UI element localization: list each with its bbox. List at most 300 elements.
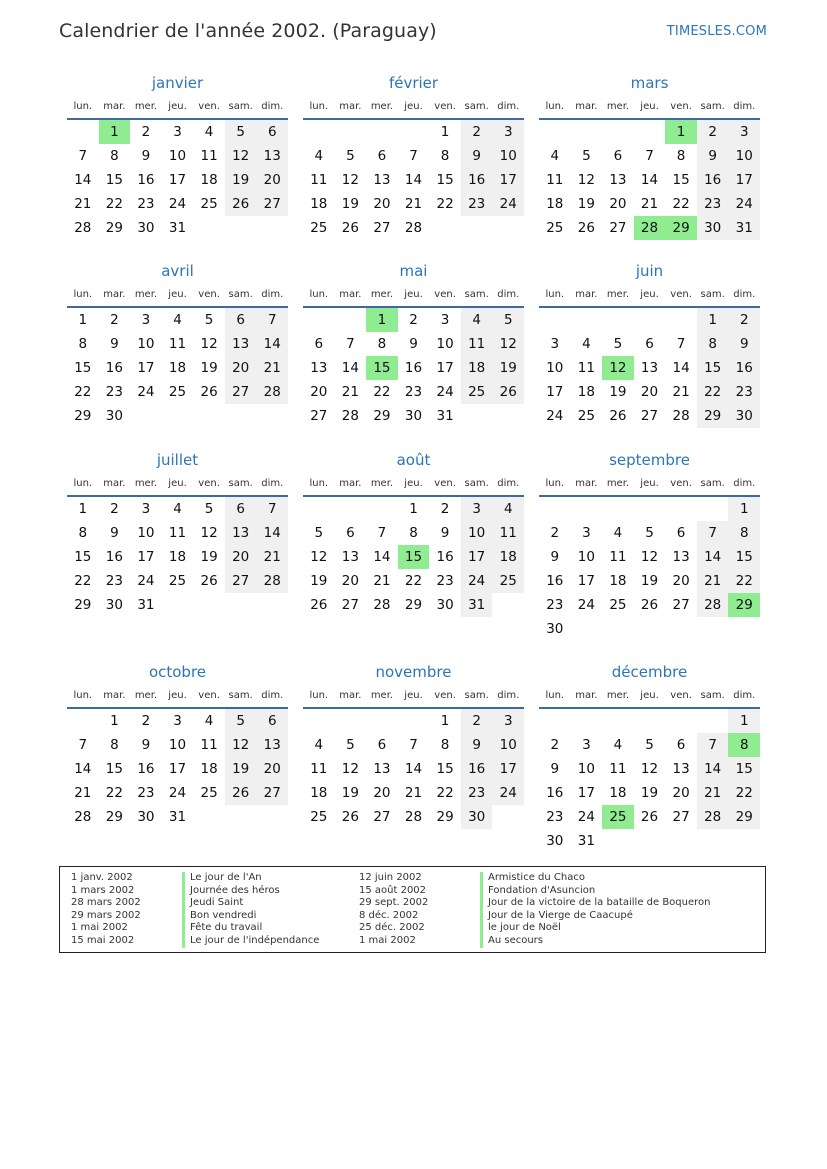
day-cell[interactable]: 16 bbox=[105, 549, 123, 565]
day-cell[interactable]: 7 bbox=[697, 521, 729, 545]
day-cell[interactable]: 6 bbox=[676, 525, 686, 541]
day-cell[interactable]: 27 bbox=[373, 809, 391, 825]
day-cell[interactable]: 4 bbox=[582, 336, 591, 352]
day-cell[interactable]: 24 bbox=[492, 192, 524, 216]
day-cell[interactable]: 27 bbox=[672, 809, 690, 825]
day-cell[interactable]: 11 bbox=[577, 360, 595, 376]
day-cell[interactable]: 3 bbox=[440, 312, 450, 328]
day-cell[interactable]: 22 bbox=[728, 781, 760, 805]
day-cell[interactable]: 9 bbox=[110, 336, 119, 352]
day-cell[interactable]: 12 bbox=[225, 733, 257, 757]
day-cell[interactable]: 4 bbox=[173, 501, 182, 517]
day-cell[interactable]: 12 bbox=[200, 525, 218, 541]
day-cell[interactable]: 14 bbox=[341, 360, 359, 376]
day-cell[interactable]: 25 bbox=[310, 220, 328, 236]
day-cell[interactable]: 19 bbox=[577, 196, 595, 212]
day-cell[interactable]: 9 bbox=[141, 148, 151, 164]
day-cell[interactable]: 16 bbox=[105, 360, 123, 376]
day-cell[interactable]: 1 bbox=[110, 713, 119, 729]
day-cell[interactable]: 2 bbox=[141, 124, 151, 140]
day-cell[interactable]: 6 bbox=[225, 497, 257, 521]
day-cell[interactable]: 24 bbox=[577, 597, 595, 613]
day-cell[interactable]: 27 bbox=[640, 408, 659, 424]
day-cell[interactable]: 28 bbox=[74, 220, 92, 236]
day-cell[interactable]: 15 bbox=[74, 549, 92, 565]
holiday-day-cell[interactable]: 8 bbox=[728, 733, 760, 757]
day-cell[interactable]: 28 bbox=[697, 805, 729, 829]
day-cell[interactable]: 13 bbox=[373, 761, 391, 777]
day-cell[interactable]: 31 bbox=[728, 216, 760, 240]
day-cell[interactable]: 9 bbox=[697, 144, 729, 168]
day-cell[interactable]: 4 bbox=[461, 308, 493, 332]
day-cell[interactable]: 5 bbox=[204, 501, 214, 517]
day-cell[interactable]: 17 bbox=[546, 384, 564, 400]
day-cell[interactable]: 1 bbox=[440, 713, 450, 729]
day-cell[interactable]: 14 bbox=[373, 549, 391, 565]
day-cell[interactable]: 10 bbox=[436, 336, 454, 352]
day-cell[interactable]: 16 bbox=[436, 549, 454, 565]
holiday-day-cell[interactable]: 12 bbox=[602, 356, 634, 380]
day-cell[interactable]: 16 bbox=[546, 573, 564, 589]
day-cell[interactable]: 19 bbox=[225, 757, 257, 781]
day-cell[interactable]: 20 bbox=[256, 757, 288, 781]
day-cell[interactable]: 22 bbox=[404, 573, 423, 589]
day-cell[interactable]: 30 bbox=[105, 408, 123, 424]
day-cell[interactable]: 6 bbox=[676, 737, 686, 753]
day-cell[interactable]: 7 bbox=[697, 733, 729, 757]
day-cell[interactable]: 28 bbox=[74, 809, 92, 825]
day-cell[interactable]: 9 bbox=[461, 733, 493, 757]
day-cell[interactable]: 8 bbox=[728, 521, 760, 545]
day-cell[interactable]: 17 bbox=[728, 168, 760, 192]
day-cell[interactable]: 18 bbox=[609, 785, 627, 801]
day-cell[interactable]: 1 bbox=[78, 312, 88, 328]
day-cell[interactable]: 26 bbox=[341, 809, 359, 825]
day-cell[interactable]: 5 bbox=[314, 525, 324, 541]
day-cell[interactable]: 20 bbox=[225, 356, 257, 380]
day-cell[interactable]: 21 bbox=[697, 569, 729, 593]
day-cell[interactable]: 5 bbox=[225, 709, 257, 733]
day-cell[interactable]: 29 bbox=[404, 597, 423, 613]
day-cell[interactable]: 3 bbox=[173, 713, 182, 729]
day-cell[interactable]: 29 bbox=[697, 404, 729, 428]
day-cell[interactable]: 26 bbox=[200, 384, 218, 400]
day-cell[interactable]: 7 bbox=[377, 525, 387, 541]
day-cell[interactable]: 20 bbox=[373, 785, 391, 801]
day-cell[interactable]: 9 bbox=[440, 525, 450, 541]
day-cell[interactable]: 8 bbox=[110, 148, 119, 164]
day-cell[interactable]: 8 bbox=[78, 336, 88, 352]
day-cell[interactable]: 17 bbox=[492, 757, 524, 781]
day-cell[interactable]: 30 bbox=[546, 833, 564, 849]
day-cell[interactable]: 5 bbox=[346, 737, 355, 753]
day-cell[interactable]: 19 bbox=[341, 785, 359, 801]
day-cell[interactable]: 21 bbox=[640, 196, 659, 212]
day-cell[interactable]: 4 bbox=[204, 124, 214, 140]
day-cell[interactable]: 13 bbox=[341, 549, 359, 565]
day-cell[interactable]: 4 bbox=[613, 525, 623, 541]
day-cell[interactable]: 26 bbox=[200, 573, 218, 589]
day-cell[interactable]: 17 bbox=[436, 360, 454, 376]
day-cell[interactable]: 27 bbox=[256, 192, 288, 216]
day-cell[interactable]: 25 bbox=[577, 408, 595, 424]
day-cell[interactable]: 2 bbox=[461, 120, 493, 144]
day-cell[interactable]: 19 bbox=[225, 168, 257, 192]
day-cell[interactable]: 22 bbox=[728, 569, 760, 593]
day-cell[interactable]: 20 bbox=[310, 384, 328, 400]
day-cell[interactable]: 6 bbox=[346, 525, 355, 541]
day-cell[interactable]: 22 bbox=[436, 785, 454, 801]
day-cell[interactable]: 28 bbox=[256, 380, 288, 404]
day-cell[interactable]: 16 bbox=[697, 168, 729, 192]
day-cell[interactable]: 30 bbox=[697, 216, 729, 240]
day-cell[interactable]: 4 bbox=[613, 737, 623, 753]
day-cell[interactable]: 11 bbox=[200, 737, 218, 753]
day-cell[interactable]: 3 bbox=[728, 120, 760, 144]
day-cell[interactable]: 23 bbox=[461, 192, 493, 216]
day-cell[interactable]: 3 bbox=[141, 312, 151, 328]
day-cell[interactable]: 21 bbox=[256, 545, 288, 569]
day-cell[interactable]: 5 bbox=[346, 148, 355, 164]
day-cell[interactable]: 17 bbox=[168, 761, 187, 777]
day-cell[interactable]: 10 bbox=[546, 360, 564, 376]
day-cell[interactable]: 30 bbox=[105, 597, 123, 613]
day-cell[interactable]: 19 bbox=[492, 356, 524, 380]
day-cell[interactable]: 24 bbox=[461, 569, 493, 593]
day-cell[interactable]: 6 bbox=[377, 737, 387, 753]
day-cell[interactable]: 13 bbox=[225, 332, 257, 356]
day-cell[interactable]: 7 bbox=[676, 336, 686, 352]
day-cell[interactable]: 15 bbox=[436, 761, 454, 777]
day-cell[interactable]: 21 bbox=[672, 384, 690, 400]
day-cell[interactable]: 19 bbox=[640, 573, 659, 589]
day-cell[interactable]: 14 bbox=[672, 360, 690, 376]
day-cell[interactable]: 30 bbox=[546, 621, 564, 637]
day-cell[interactable]: 4 bbox=[314, 737, 324, 753]
day-cell[interactable]: 16 bbox=[137, 761, 155, 777]
day-cell[interactable]: 6 bbox=[645, 336, 654, 352]
day-cell[interactable]: 15 bbox=[728, 545, 760, 569]
day-cell[interactable]: 8 bbox=[676, 148, 686, 164]
day-cell[interactable]: 1 bbox=[409, 501, 418, 517]
day-cell[interactable]: 7 bbox=[256, 497, 288, 521]
day-cell[interactable]: 24 bbox=[436, 384, 454, 400]
day-cell[interactable]: 11 bbox=[310, 761, 328, 777]
day-cell[interactable]: 3 bbox=[461, 497, 493, 521]
day-cell[interactable]: 18 bbox=[168, 549, 187, 565]
day-cell[interactable]: 7 bbox=[256, 308, 288, 332]
day-cell[interactable]: 29 bbox=[105, 220, 123, 236]
day-cell[interactable]: 7 bbox=[78, 737, 88, 753]
day-cell[interactable]: 16 bbox=[546, 785, 564, 801]
day-cell[interactable]: 31 bbox=[137, 597, 155, 613]
day-cell[interactable]: 16 bbox=[728, 356, 760, 380]
day-cell[interactable]: 16 bbox=[404, 360, 423, 376]
day-cell[interactable]: 5 bbox=[645, 737, 654, 753]
day-cell[interactable]: 11 bbox=[310, 172, 328, 188]
day-cell[interactable]: 1 bbox=[697, 308, 729, 332]
day-cell[interactable]: 8 bbox=[409, 525, 418, 541]
day-cell[interactable]: 13 bbox=[672, 761, 690, 777]
day-cell[interactable]: 29 bbox=[74, 408, 92, 424]
day-cell[interactable]: 9 bbox=[141, 737, 151, 753]
day-cell[interactable]: 9 bbox=[409, 336, 418, 352]
day-cell[interactable]: 20 bbox=[640, 384, 659, 400]
day-cell[interactable]: 7 bbox=[645, 148, 654, 164]
day-cell[interactable]: 29 bbox=[728, 805, 760, 829]
day-cell[interactable]: 27 bbox=[341, 597, 359, 613]
day-cell[interactable]: 8 bbox=[78, 525, 88, 541]
day-cell[interactable]: 30 bbox=[436, 597, 454, 613]
day-cell[interactable]: 6 bbox=[225, 308, 257, 332]
day-cell[interactable]: 22 bbox=[74, 573, 92, 589]
day-cell[interactable]: 15 bbox=[105, 172, 123, 188]
day-cell[interactable]: 29 bbox=[436, 809, 454, 825]
day-cell[interactable]: 18 bbox=[310, 196, 328, 212]
day-cell[interactable]: 20 bbox=[672, 573, 690, 589]
day-cell[interactable]: 12 bbox=[577, 172, 595, 188]
day-cell[interactable]: 12 bbox=[492, 332, 524, 356]
day-cell[interactable]: 8 bbox=[697, 332, 729, 356]
day-cell[interactable]: 30 bbox=[728, 404, 760, 428]
day-cell[interactable]: 24 bbox=[168, 785, 187, 801]
day-cell[interactable]: 26 bbox=[577, 220, 595, 236]
day-cell[interactable]: 4 bbox=[204, 713, 214, 729]
day-cell[interactable]: 1 bbox=[78, 501, 88, 517]
day-cell[interactable]: 5 bbox=[492, 308, 524, 332]
day-cell[interactable]: 29 bbox=[74, 597, 92, 613]
day-cell[interactable]: 15 bbox=[436, 172, 454, 188]
day-cell[interactable]: 18 bbox=[310, 785, 328, 801]
day-cell[interactable]: 21 bbox=[256, 356, 288, 380]
day-cell[interactable]: 27 bbox=[373, 220, 391, 236]
day-cell[interactable]: 5 bbox=[204, 312, 214, 328]
day-cell[interactable]: 30 bbox=[404, 408, 423, 424]
day-cell[interactable]: 26 bbox=[341, 220, 359, 236]
day-cell[interactable]: 30 bbox=[137, 220, 155, 236]
day-cell[interactable]: 10 bbox=[168, 737, 187, 753]
brand-link[interactable]: TIMESLES.COM bbox=[666, 24, 767, 39]
day-cell[interactable]: 20 bbox=[373, 196, 391, 212]
day-cell[interactable]: 26 bbox=[225, 192, 257, 216]
day-cell[interactable]: 20 bbox=[341, 573, 359, 589]
day-cell[interactable]: 13 bbox=[225, 521, 257, 545]
day-cell[interactable]: 31 bbox=[461, 593, 493, 617]
day-cell[interactable]: 11 bbox=[168, 336, 187, 352]
day-cell[interactable]: 24 bbox=[137, 573, 155, 589]
day-cell[interactable]: 7 bbox=[409, 737, 418, 753]
day-cell[interactable]: 18 bbox=[168, 360, 187, 376]
day-cell[interactable]: 13 bbox=[256, 733, 288, 757]
day-cell[interactable]: 21 bbox=[74, 196, 92, 212]
day-cell[interactable]: 1 bbox=[440, 124, 450, 140]
day-cell[interactable]: 5 bbox=[582, 148, 591, 164]
day-cell[interactable]: 12 bbox=[341, 761, 359, 777]
day-cell[interactable]: 2 bbox=[728, 308, 760, 332]
day-cell[interactable]: 4 bbox=[173, 312, 182, 328]
day-cell[interactable]: 22 bbox=[105, 785, 123, 801]
day-cell[interactable]: 18 bbox=[200, 172, 218, 188]
day-cell[interactable]: 3 bbox=[582, 525, 591, 541]
day-cell[interactable]: 28 bbox=[404, 809, 423, 825]
day-cell[interactable]: 13 bbox=[373, 172, 391, 188]
day-cell[interactable]: 26 bbox=[640, 597, 659, 613]
day-cell[interactable]: 24 bbox=[546, 408, 564, 424]
day-cell[interactable]: 10 bbox=[137, 336, 155, 352]
day-cell[interactable]: 10 bbox=[728, 144, 760, 168]
day-cell[interactable]: 24 bbox=[137, 384, 155, 400]
day-cell[interactable]: 22 bbox=[672, 196, 690, 212]
day-cell[interactable]: 24 bbox=[492, 781, 524, 805]
day-cell[interactable]: 23 bbox=[404, 384, 423, 400]
day-cell[interactable]: 22 bbox=[697, 380, 729, 404]
day-cell[interactable]: 28 bbox=[697, 593, 729, 617]
day-cell[interactable]: 21 bbox=[74, 785, 92, 801]
day-cell[interactable]: 4 bbox=[314, 148, 324, 164]
day-cell[interactable]: 9 bbox=[728, 332, 760, 356]
day-cell[interactable]: 9 bbox=[550, 549, 560, 565]
day-cell[interactable]: 22 bbox=[373, 384, 391, 400]
day-cell[interactable]: 11 bbox=[168, 525, 187, 541]
day-cell[interactable]: 14 bbox=[697, 757, 729, 781]
day-cell[interactable]: 9 bbox=[461, 144, 493, 168]
day-cell[interactable]: 1 bbox=[728, 709, 760, 733]
day-cell[interactable]: 14 bbox=[256, 521, 288, 545]
day-cell[interactable]: 5 bbox=[225, 120, 257, 144]
day-cell[interactable]: 8 bbox=[440, 148, 450, 164]
day-cell[interactable]: 10 bbox=[492, 733, 524, 757]
day-cell[interactable]: 6 bbox=[613, 148, 623, 164]
day-cell[interactable]: 3 bbox=[141, 501, 151, 517]
day-cell[interactable]: 12 bbox=[310, 549, 328, 565]
day-cell[interactable]: 10 bbox=[137, 525, 155, 541]
day-cell[interactable]: 16 bbox=[461, 757, 493, 781]
day-cell[interactable]: 29 bbox=[105, 809, 123, 825]
day-cell[interactable]: 23 bbox=[137, 196, 155, 212]
day-cell[interactable]: 13 bbox=[640, 360, 659, 376]
day-cell[interactable]: 3 bbox=[492, 709, 524, 733]
day-cell[interactable]: 24 bbox=[168, 196, 187, 212]
day-cell[interactable]: 20 bbox=[609, 196, 627, 212]
day-cell[interactable]: 21 bbox=[373, 573, 391, 589]
day-cell[interactable]: 16 bbox=[137, 172, 155, 188]
day-cell[interactable]: 27 bbox=[225, 380, 257, 404]
day-cell[interactable]: 21 bbox=[697, 781, 729, 805]
day-cell[interactable]: 14 bbox=[74, 761, 92, 777]
day-cell[interactable]: 25 bbox=[168, 573, 187, 589]
day-cell[interactable]: 23 bbox=[105, 384, 123, 400]
day-cell[interactable]: 28 bbox=[256, 569, 288, 593]
day-cell[interactable]: 23 bbox=[546, 597, 564, 613]
day-cell[interactable]: 10 bbox=[577, 549, 595, 565]
day-cell[interactable]: 4 bbox=[550, 148, 560, 164]
day-cell[interactable]: 7 bbox=[409, 148, 418, 164]
day-cell[interactable]: 14 bbox=[640, 172, 659, 188]
day-cell[interactable]: 8 bbox=[377, 336, 387, 352]
day-cell[interactable]: 8 bbox=[440, 737, 450, 753]
day-cell[interactable]: 26 bbox=[640, 809, 659, 825]
day-cell[interactable]: 14 bbox=[256, 332, 288, 356]
day-cell[interactable]: 14 bbox=[404, 761, 423, 777]
day-cell[interactable]: 28 bbox=[341, 408, 359, 424]
day-cell[interactable]: 3 bbox=[582, 737, 591, 753]
day-cell[interactable]: 23 bbox=[728, 380, 760, 404]
day-cell[interactable]: 31 bbox=[436, 408, 454, 424]
day-cell[interactable]: 2 bbox=[550, 737, 560, 753]
day-cell[interactable]: 24 bbox=[728, 192, 760, 216]
day-cell[interactable]: 23 bbox=[546, 809, 564, 825]
day-cell[interactable]: 17 bbox=[137, 360, 155, 376]
day-cell[interactable]: 27 bbox=[609, 220, 627, 236]
holiday-day-cell[interactable]: 15 bbox=[366, 356, 398, 380]
day-cell[interactable]: 6 bbox=[256, 709, 288, 733]
day-cell[interactable]: 15 bbox=[728, 757, 760, 781]
day-cell[interactable]: 14 bbox=[74, 172, 92, 188]
day-cell[interactable]: 31 bbox=[577, 833, 595, 849]
day-cell[interactable]: 11 bbox=[200, 148, 218, 164]
day-cell[interactable]: 23 bbox=[137, 785, 155, 801]
day-cell[interactable]: 12 bbox=[640, 549, 659, 565]
day-cell[interactable]: 5 bbox=[613, 336, 623, 352]
day-cell[interactable]: 3 bbox=[492, 120, 524, 144]
day-cell[interactable]: 15 bbox=[697, 356, 729, 380]
day-cell[interactable]: 9 bbox=[550, 761, 560, 777]
day-cell[interactable]: 10 bbox=[168, 148, 187, 164]
day-cell[interactable]: 22 bbox=[105, 196, 123, 212]
day-cell[interactable]: 28 bbox=[373, 597, 391, 613]
day-cell[interactable]: 27 bbox=[310, 408, 328, 424]
day-cell[interactable]: 25 bbox=[546, 220, 564, 236]
day-cell[interactable]: 26 bbox=[492, 380, 524, 404]
day-cell[interactable]: 15 bbox=[105, 761, 123, 777]
day-cell[interactable]: 28 bbox=[672, 408, 690, 424]
day-cell[interactable]: 27 bbox=[256, 781, 288, 805]
day-cell[interactable]: 1 bbox=[728, 497, 760, 521]
holiday-day-cell[interactable]: 1 bbox=[665, 120, 697, 144]
holiday-day-cell[interactable]: 29 bbox=[728, 593, 760, 617]
day-cell[interactable]: 20 bbox=[672, 785, 690, 801]
day-cell[interactable]: 23 bbox=[436, 573, 454, 589]
day-cell[interactable]: 31 bbox=[168, 220, 187, 236]
day-cell[interactable]: 17 bbox=[577, 573, 595, 589]
day-cell[interactable]: 31 bbox=[168, 809, 187, 825]
day-cell[interactable]: 25 bbox=[168, 384, 187, 400]
day-cell[interactable]: 25 bbox=[609, 597, 627, 613]
holiday-day-cell[interactable]: 25 bbox=[602, 805, 634, 829]
day-cell[interactable]: 11 bbox=[609, 549, 627, 565]
holiday-day-cell[interactable]: 29 bbox=[665, 216, 697, 240]
day-cell[interactable]: 2 bbox=[440, 501, 450, 517]
day-cell[interactable]: 2 bbox=[550, 525, 560, 541]
day-cell[interactable]: 26 bbox=[225, 781, 257, 805]
day-cell[interactable]: 12 bbox=[640, 761, 659, 777]
day-cell[interactable]: 9 bbox=[110, 525, 119, 541]
day-cell[interactable]: 6 bbox=[314, 336, 324, 352]
day-cell[interactable]: 5 bbox=[645, 525, 654, 541]
day-cell[interactable]: 22 bbox=[436, 196, 454, 212]
day-cell[interactable]: 17 bbox=[492, 168, 524, 192]
day-cell[interactable]: 27 bbox=[672, 597, 690, 613]
day-cell[interactable]: 18 bbox=[609, 573, 627, 589]
day-cell[interactable]: 2 bbox=[110, 312, 119, 328]
day-cell[interactable]: 10 bbox=[492, 144, 524, 168]
day-cell[interactable]: 26 bbox=[310, 597, 328, 613]
day-cell[interactable]: 13 bbox=[256, 144, 288, 168]
day-cell[interactable]: 18 bbox=[200, 761, 218, 777]
day-cell[interactable]: 19 bbox=[310, 573, 328, 589]
day-cell[interactable]: 13 bbox=[609, 172, 627, 188]
holiday-day-cell[interactable]: 28 bbox=[634, 216, 666, 240]
